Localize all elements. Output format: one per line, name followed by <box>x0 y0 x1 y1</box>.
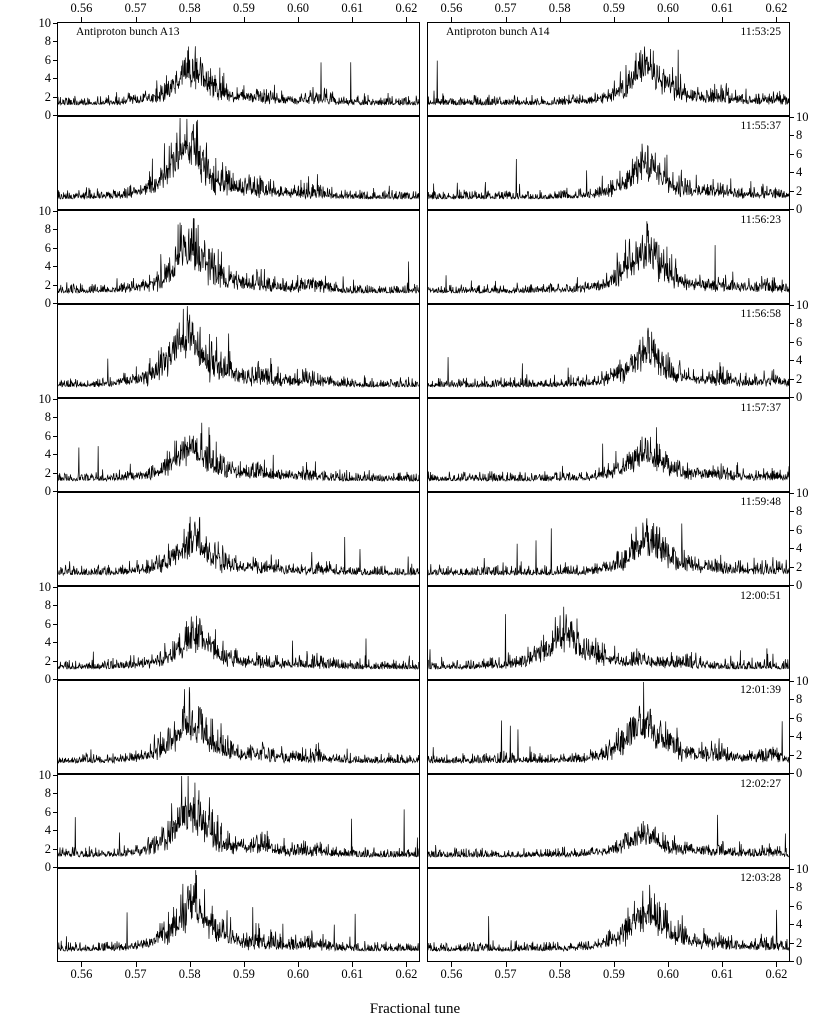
y-tick-label: 2 <box>796 935 803 950</box>
y-tick-label: 0 <box>44 108 51 122</box>
y-tick-label: 4 <box>796 917 803 932</box>
spectrum-panel <box>57 492 420 586</box>
y-tick-label: 2 <box>796 559 803 574</box>
x-tick-mark <box>614 962 615 967</box>
spectrum-plot-area <box>58 681 419 773</box>
panel-timestamp: 11:56:58 <box>740 308 781 320</box>
y-tick-mark <box>790 773 794 774</box>
spectrum-trace <box>58 423 419 481</box>
y-tick-label: 2 <box>44 653 51 668</box>
y-tick-mark <box>790 755 794 756</box>
panel-timestamp: 11:53:25 <box>740 26 781 38</box>
spectrum-plot-area <box>428 869 789 961</box>
spectrum-plot-area <box>58 117 419 209</box>
spectrum-plot-area <box>428 399 789 491</box>
spectrum-panel <box>427 586 790 680</box>
y-tick-label: 6 <box>796 710 803 725</box>
x-tick-label: 0.61 <box>711 967 734 981</box>
x-tick-label: 0.56 <box>70 1 93 15</box>
y-tick-mark <box>790 887 794 888</box>
x-tick-label: 0.62 <box>765 1 788 15</box>
y-tick-label: 0 <box>796 390 803 404</box>
spectrum-trace <box>58 517 419 575</box>
y-tick-label: 0 <box>796 202 803 216</box>
y-tick-label: 6 <box>796 146 803 161</box>
y-tick-label: 2 <box>44 277 51 292</box>
x-tick-label: 0.57 <box>124 1 147 15</box>
spectrum-plot-area <box>58 211 419 303</box>
panel-timestamp: 11:56:23 <box>740 214 781 226</box>
y-tick-label: 2 <box>44 89 51 104</box>
y-tick-mark <box>790 718 794 719</box>
x-tick-mark <box>190 962 191 967</box>
x-tick-label: 0.60 <box>657 1 680 15</box>
spectrum-plot-area <box>58 23 419 115</box>
x-tick-label: 0.56 <box>70 967 93 981</box>
y-tick-label: 4 <box>796 353 803 368</box>
spectrum-panel <box>427 492 790 586</box>
y-tick-label: 0 <box>44 484 51 498</box>
spectrum-trace <box>58 118 419 199</box>
x-tick-mark <box>451 962 452 967</box>
x-tick-label: 0.57 <box>124 967 147 981</box>
y-tick-mark <box>790 567 794 568</box>
y-tick-mark <box>790 379 794 380</box>
y-tick-label: 6 <box>44 616 51 631</box>
spectrum-plot-area <box>428 681 789 773</box>
y-tick-label: 10 <box>38 16 51 30</box>
x-tick-label: 0.59 <box>602 1 625 15</box>
x-axis-title: Fractional tune <box>369 1001 461 1017</box>
y-tick-mark <box>790 906 794 907</box>
x-tick-mark <box>81 17 82 22</box>
spectrum-panel <box>427 116 790 210</box>
spectrum-plot-area <box>58 869 419 961</box>
spectrum-trace <box>428 427 789 481</box>
y-tick-mark <box>790 548 794 549</box>
spectrum-panel <box>57 22 420 116</box>
y-tick-mark <box>790 511 794 512</box>
y-tick-label: 6 <box>796 334 803 349</box>
x-tick-label: 0.57 <box>494 967 517 981</box>
x-tick-label: 0.56 <box>440 967 463 981</box>
y-tick-label: 8 <box>796 316 803 331</box>
x-tick-label: 0.62 <box>395 967 418 981</box>
y-tick-label: 4 <box>796 541 803 556</box>
x-tick-mark <box>136 17 137 22</box>
x-tick-mark <box>244 17 245 22</box>
spectrum-panel <box>427 680 790 774</box>
x-tick-mark <box>668 962 669 967</box>
x-tick-mark <box>352 17 353 22</box>
spectrum-panel <box>57 210 420 304</box>
spectrum-panel <box>57 868 420 962</box>
spectrum-plot-area <box>58 399 419 491</box>
y-tick-label: 6 <box>44 52 51 67</box>
y-tick-label: 0 <box>44 672 51 686</box>
spectrum-plot-area <box>58 305 419 397</box>
spectrum-panel <box>427 304 790 398</box>
y-tick-label: 8 <box>796 504 803 519</box>
y-tick-label: 8 <box>796 128 803 143</box>
x-tick-mark <box>776 962 777 967</box>
y-tick-label: 10 <box>796 674 809 688</box>
x-tick-label: 0.58 <box>178 967 201 981</box>
spectrum-plot-area <box>428 211 789 303</box>
x-tick-label: 0.58 <box>548 1 571 15</box>
y-tick-mark <box>790 869 794 870</box>
spectrum-panel <box>57 116 420 210</box>
panel-timestamp: 11:55:37 <box>740 120 781 132</box>
spectrum-panel <box>57 304 420 398</box>
y-tick-mark <box>790 305 794 306</box>
y-tick-label: 0 <box>796 578 803 592</box>
y-tick-mark <box>790 342 794 343</box>
x-tick-mark <box>776 17 777 22</box>
x-tick-mark <box>298 962 299 967</box>
y-tick-mark <box>790 154 794 155</box>
y-tick-mark <box>790 699 794 700</box>
x-tick-mark <box>614 17 615 22</box>
x-tick-label: 0.58 <box>548 967 571 981</box>
y-tick-mark <box>790 961 794 962</box>
x-tick-mark <box>560 962 561 967</box>
x-tick-label: 0.60 <box>657 967 680 981</box>
x-tick-label: 0.62 <box>395 1 418 15</box>
y-tick-mark <box>790 924 794 925</box>
x-tick-mark <box>506 962 507 967</box>
panel-column-title: Antiproton bunch A14 <box>446 26 550 38</box>
spectrum-panel <box>57 586 420 680</box>
panel-timestamp: 12:00:51 <box>740 590 781 602</box>
x-tick-label: 0.58 <box>178 1 201 15</box>
y-tick-label: 6 <box>796 898 803 913</box>
spectrum-plot-area <box>428 587 789 679</box>
spectrum-plot-area <box>428 493 789 585</box>
panel-grid <box>57 22 790 962</box>
spectrum-panel <box>427 868 790 962</box>
y-tick-label: 10 <box>38 580 51 594</box>
panel-timestamp: 12:02:27 <box>740 778 781 790</box>
y-tick-label: 4 <box>44 447 51 462</box>
panel-column-title: Antiproton bunch A13 <box>76 26 180 38</box>
y-tick-label: 10 <box>38 768 51 782</box>
y-tick-label: 8 <box>44 786 51 801</box>
x-tick-label: 0.59 <box>232 967 255 981</box>
y-tick-label: 6 <box>44 428 51 443</box>
y-tick-mark <box>790 493 794 494</box>
x-tick-mark <box>136 962 137 967</box>
x-tick-mark <box>244 962 245 967</box>
x-tick-label: 0.59 <box>602 967 625 981</box>
x-tick-mark <box>506 17 507 22</box>
y-tick-label: 4 <box>44 635 51 650</box>
x-tick-label: 0.60 <box>287 1 310 15</box>
y-tick-mark <box>790 209 794 210</box>
y-tick-mark <box>790 530 794 531</box>
y-tick-mark <box>790 323 794 324</box>
y-tick-label: 8 <box>796 692 803 707</box>
y-tick-mark <box>790 172 794 173</box>
spectrum-panel <box>57 680 420 774</box>
x-tick-mark <box>190 17 191 22</box>
x-tick-mark <box>451 17 452 22</box>
y-tick-mark <box>790 585 794 586</box>
y-tick-label: 8 <box>44 410 51 425</box>
y-tick-label: 2 <box>796 747 803 762</box>
y-tick-label: 10 <box>796 110 809 124</box>
spectrum-trace <box>58 306 419 387</box>
x-tick-mark <box>406 962 407 967</box>
x-tick-label: 0.62 <box>765 967 788 981</box>
y-tick-label: 8 <box>44 34 51 49</box>
spectrum-trace <box>428 815 789 857</box>
y-tick-label: 8 <box>44 222 51 237</box>
y-tick-mark <box>790 397 794 398</box>
spectrum-plot-area <box>428 23 789 115</box>
spectrum-plot-area <box>58 587 419 679</box>
spectrum-trace <box>58 46 419 105</box>
x-tick-mark <box>722 17 723 22</box>
y-tick-label: 10 <box>38 392 51 406</box>
y-tick-mark <box>790 943 794 944</box>
spectrum-panel <box>427 22 790 116</box>
spectrum-trace <box>58 218 419 293</box>
spectrum-panel <box>427 398 790 492</box>
y-tick-label: 6 <box>44 240 51 255</box>
spectrum-plot-area <box>58 493 419 585</box>
y-tick-label: 10 <box>796 486 809 500</box>
x-tick-label: 0.61 <box>711 1 734 15</box>
y-tick-label: 8 <box>796 880 803 895</box>
y-tick-mark <box>790 191 794 192</box>
spectrum-panel <box>57 774 420 868</box>
x-tick-mark <box>560 17 561 22</box>
spectrum-trace <box>428 221 789 293</box>
spectrum-plot-area <box>428 775 789 867</box>
x-tick-mark <box>722 962 723 967</box>
spectrum-panel <box>427 774 790 868</box>
x-tick-label: 0.56 <box>440 1 463 15</box>
y-tick-label: 2 <box>796 371 803 386</box>
spectrum-trace <box>428 518 789 575</box>
spectrum-plot-area <box>428 305 789 397</box>
x-tick-mark <box>298 17 299 22</box>
spectrum-panel <box>427 210 790 304</box>
y-tick-label: 10 <box>796 298 809 312</box>
y-tick-label: 4 <box>796 165 803 180</box>
spectrum-panel <box>57 398 420 492</box>
x-tick-label: 0.59 <box>232 1 255 15</box>
y-tick-label: 10 <box>796 862 809 876</box>
x-tick-mark <box>406 17 407 22</box>
y-tick-label: 6 <box>44 804 51 819</box>
y-tick-label: 4 <box>796 729 803 744</box>
spectrum-trace <box>428 328 789 387</box>
y-tick-label: 10 <box>38 204 51 218</box>
panel-timestamp: 11:57:37 <box>740 402 781 414</box>
spectrum-trace <box>428 46 789 105</box>
spectrum-trace <box>58 616 419 669</box>
y-tick-mark <box>790 117 794 118</box>
y-tick-label: 8 <box>44 598 51 613</box>
y-tick-mark <box>790 360 794 361</box>
y-tick-mark <box>790 736 794 737</box>
y-tick-label: 2 <box>44 465 51 480</box>
spectrum-trace <box>428 682 789 763</box>
spectrum-plot-area <box>428 117 789 209</box>
y-tick-label: 4 <box>44 259 51 274</box>
spectrum-trace <box>58 870 419 951</box>
x-tick-label: 0.60 <box>287 967 310 981</box>
panel-timestamp: 12:01:39 <box>740 684 781 696</box>
x-tick-mark <box>81 962 82 967</box>
y-tick-label: 0 <box>796 954 803 968</box>
y-tick-label: 2 <box>44 841 51 856</box>
x-tick-mark <box>352 962 353 967</box>
spectrum-trace <box>58 776 419 857</box>
spectrum-trace <box>428 607 789 669</box>
spectrum-trace <box>58 687 419 763</box>
y-tick-label: 6 <box>796 522 803 537</box>
x-tick-label: 0.61 <box>341 1 364 15</box>
y-tick-label: 0 <box>44 296 51 310</box>
y-tick-label: 0 <box>796 766 803 780</box>
spectrum-plot-area <box>58 775 419 867</box>
y-tick-mark <box>790 681 794 682</box>
y-tick-label: 0 <box>44 860 51 874</box>
panel-timestamp: 11:59:48 <box>740 496 781 508</box>
y-tick-label: 2 <box>796 183 803 198</box>
y-tick-label: 4 <box>44 823 51 838</box>
x-tick-label: 0.61 <box>341 967 364 981</box>
y-tick-mark <box>790 135 794 136</box>
spectrum-trace <box>428 144 789 199</box>
y-tick-label: 4 <box>44 71 51 86</box>
x-tick-label: 0.57 <box>494 1 517 15</box>
panel-timestamp: 12:03:28 <box>740 872 781 884</box>
spectrum-trace <box>428 885 789 951</box>
x-tick-mark <box>668 17 669 22</box>
